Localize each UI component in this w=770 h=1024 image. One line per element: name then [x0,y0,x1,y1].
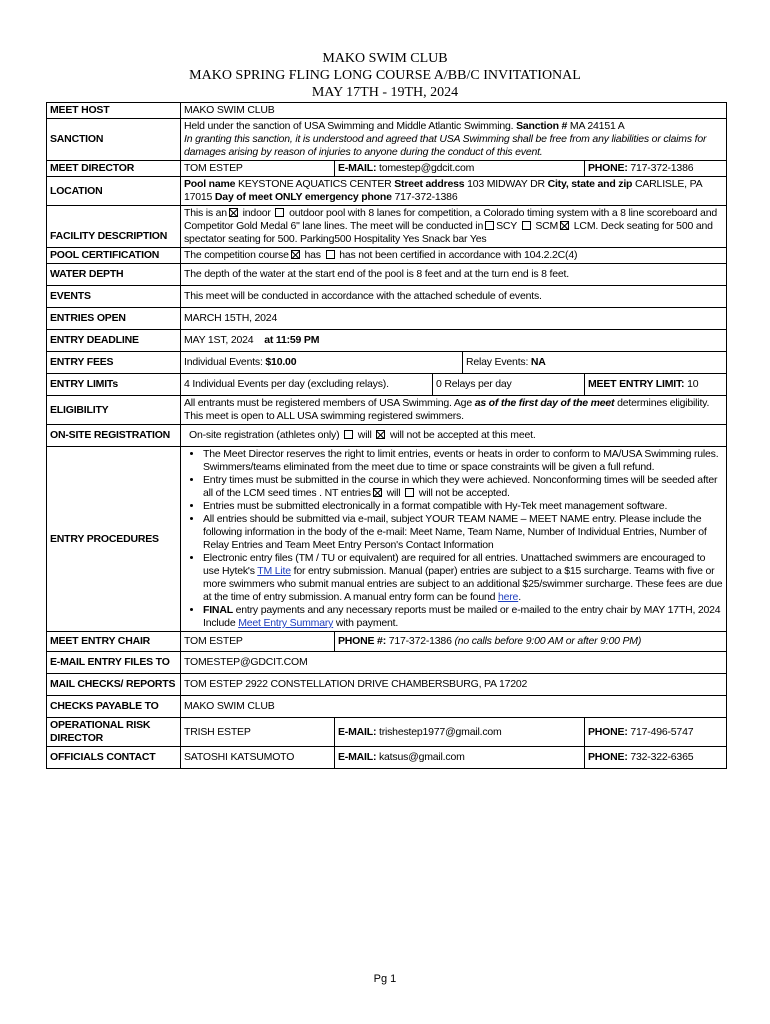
indoor-checkbox[interactable] [229,208,238,217]
value-payable: MAKO SWIM CLUB [181,696,727,718]
onsite-will-checkbox[interactable] [344,430,353,439]
value-location: Pool name KEYSTONE AQUATICS CENTER Street address 103 MIDWAY DR City, state and zip CARLISLE, PA 17015 Day of meet ONLY emergency phone 717-372-1386 [181,177,727,206]
value-email-files: TOMESTEP@GDCIT.COM [181,652,727,674]
label-facility: FACILITY DESCRIPTION [47,206,181,248]
individual-fee: Individual Events: $10.00 [181,352,463,374]
scm-checkbox[interactable] [522,221,531,230]
row-procedures [47,447,727,632]
list-item: • All entries should be submitted via e-mail, subject YOUR TEAM NAME – MEET NAME entry. Please include the following information in the body of the e-mail: Meet Name, Team Name, Number of Individual Entries, Number of Relay Entries and Team Meet Entry Person's Contact Information [203,513,723,552]
value-sanction: Held under the sanction of USA Swimming and Middle Atlantic Swimming. Sanction # MA 24151 A In granting this sanction, it is understood and agreed that USA Swimming shall be free from any liabilities or claims for damages arising by reason of injuries to anyone during the conduct of this event. [181,119,727,161]
row-entry-chair [47,632,727,652]
title-club: MAKO SWIM CLUB [322,51,448,66]
row-sanction [47,119,727,161]
scy-checkbox[interactable] [485,221,494,230]
row-facility [47,206,727,248]
entry-chair-name: TOM ESTEP [181,632,335,652]
label-payable: CHECKS PAYABLE TO [47,696,181,718]
row-entry-deadline [47,330,727,352]
label-entry-limits: ENTRY LIMITs [47,374,181,396]
officials-name: SATOSHI KATSUMOTO [181,747,335,769]
row-pool-cert [47,248,727,264]
value-meet-host: MAKO SWIM CLUB [181,103,727,119]
label-procedures: ENTRY PROCEDURES [47,447,181,632]
value-mail-checks: TOM ESTEP 2922 CONSTELLATION DRIVE CHAMBERSBURG, PA 17202 [181,674,727,696]
director-name: TOM ESTEP [181,161,335,177]
row-email-files [47,652,727,674]
director-phone: PHONE: 717-372-1386 [585,161,727,177]
relay-fee: Relay Events: NA [463,352,727,374]
value-events: This meet will be conducted in accordance with the attached schedule of events. [181,286,727,308]
risk-director-phone: PHONE: 717-496-5747 [585,718,727,747]
label-entry-fees: ENTRY FEES [47,352,181,374]
list-item: • The Meet Director reserves the right to limit entries, events or heats in order to conform to MA/USA Swimming rules. Swimmers/teams eliminated from the meet due to time or space constraints will be given a full refund. [203,448,723,474]
label-officials: OFFICIALS CONTACT [47,747,181,769]
row-events [47,286,727,308]
sanction-disclaimer: In granting this sanction, it is understood and agreed that USA Swimming shall be free from any liabilities or claims for damages arising by reason of injuries to anyone during the conduct of this event. [184,133,707,158]
title-meet: MAKO SPRING FLING LONG COURSE A/BB/C INVITATIONAL [189,68,581,83]
value-entry-deadline: MAY 1ST, 2024 at 11:59 PM [181,330,727,352]
meet-entry-limit: MEET ENTRY LIMIT: 10 [585,374,727,396]
value-pool-cert: The competition course has has not been certified in accordance with 104.2.2C(4) [181,248,727,264]
row-meet-host [47,103,727,119]
label-mail-checks: MAIL CHECKS/ REPORTS [47,674,181,696]
onsite-will-not-checkbox[interactable] [376,430,385,439]
list-item: • Electronic entry files (TM / TU or equivalent) are required for all entries. Unattached swimmers are encouraged to use Hytek's TM Lite for entry submission. Manual (paper) entries are subject to a $15 surcharge. Teams with five or more swimmers who submit manual entries are subject to an additional $25/swimmer surcharge. These fees are due at the time of entry submission. A manual entry form can be found here. [203,552,723,604]
row-mail-checks [47,674,727,696]
row-officials [47,747,727,769]
row-meet-director [47,161,727,177]
outdoor-checkbox[interactable] [275,208,284,217]
value-onsite: On-site registration (athletes only) will will not be accepted at this meet. [181,425,727,447]
meet-info-table [46,102,727,769]
value-water-depth: The depth of the water at the start end of the pool is 8 feet and at the turn end is 8 feet. [181,264,727,286]
label-meet-host: MEET HOST [47,103,181,119]
tm-lite-link[interactable]: TM Lite [257,565,291,577]
row-water-depth [47,264,727,286]
lcm-checkbox[interactable] [560,221,569,230]
nt-will-not-checkbox[interactable] [405,488,414,497]
value-eligibility: All entrants must be registered members of USA Swimming. Age as of the first day of the meet determines eligibility. This meet is open to ALL USA swimming registered swimmers. [181,396,727,425]
list-item: • Entry times must be submitted in the course in which they were achieved. Nonconforming times will be seeded after all of the LCM seed times . NT entries will will not be accepted. [203,474,723,500]
label-water-depth: WATER DEPTH [47,264,181,286]
row-payable [47,696,727,718]
certified-has-not-checkbox[interactable] [326,250,335,259]
relay-limit: 0 Relays per day [433,374,585,396]
list-item: • FINAL entry payments and any necessary reports must be mailed or e-mailed to the entry chair by MAY 17TH, 2024 Include Meet Entry Summary with payment. [203,604,723,630]
individual-limit: 4 Individual Events per day (excluding relays). [181,374,433,396]
row-entry-fees [47,352,727,374]
page-number: Pg 1 [373,973,397,985]
officials-phone: PHONE: 732-322-6365 [585,747,727,769]
value-procedures [181,447,727,632]
director-email: E-MAIL: tomestep@gdcit.com [335,161,585,177]
row-eligibility [47,396,727,425]
label-email-files: E-MAIL ENTRY FILES TO [47,652,181,674]
row-location [47,177,727,206]
title-dates: MAY 17TH - 19TH, 2024 [311,85,459,100]
label-entry-deadline: ENTRY DEADLINE [47,330,181,352]
label-pool-cert: POOL CERTIFICATION [47,248,181,264]
value-facility: This is an indoor outdoor pool with 8 lanes for competition, a Colorado timing system with a 8 line scoreboard and Competitor Gold Medal 6" lane lines. The meet will be conducted in SCY SCM LCM. Deck seating for 500 and spectator seating for 500. Parking500 Hospitality Yes Snack bar Yes [181,206,727,248]
label-entries-open: ENTRIES OPEN [47,308,181,330]
risk-director-name: TRISH ESTEP [181,718,335,747]
label-location: LOCATION [47,177,181,206]
label-entry-chair: MEET ENTRY CHAIR [47,632,181,652]
manual-entry-form-link[interactable]: here [497,591,519,603]
procedures-list [187,448,723,630]
label-onsite: ON-SITE REGISTRATION [47,425,181,447]
label-risk-director: OPERATIONAL RISK DIRECTOR [47,718,181,747]
officials-email: E-MAIL: katsus@gmail.com [335,747,585,769]
risk-director-email: E-MAIL: trishestep1977@gmail.com [335,718,585,747]
row-onsite [47,425,727,447]
list-item: • Entries must be submitted electronically in a format compatible with Hy-Tek meet management software. [203,500,723,513]
nt-will-checkbox[interactable] [373,488,382,497]
value-entries-open: MARCH 15TH, 2024 [181,308,727,330]
label-events: EVENTS [47,286,181,308]
label-sanction: SANCTION [47,119,181,161]
row-entry-limits [47,374,727,396]
entry-chair-phone: PHONE #: 717-372-1386 (no calls before 9:00 AM or after 9:00 PM) [335,632,727,652]
row-risk-director [47,718,727,747]
label-meet-director: MEET DIRECTOR [47,161,181,177]
certified-has-checkbox[interactable] [291,250,300,259]
meet-entry-summary-link[interactable]: Meet Entry Summary [238,617,334,629]
document-title [0,50,770,101]
row-entries-open [47,308,727,330]
label-eligibility: ELIGIBILITY [47,396,181,425]
